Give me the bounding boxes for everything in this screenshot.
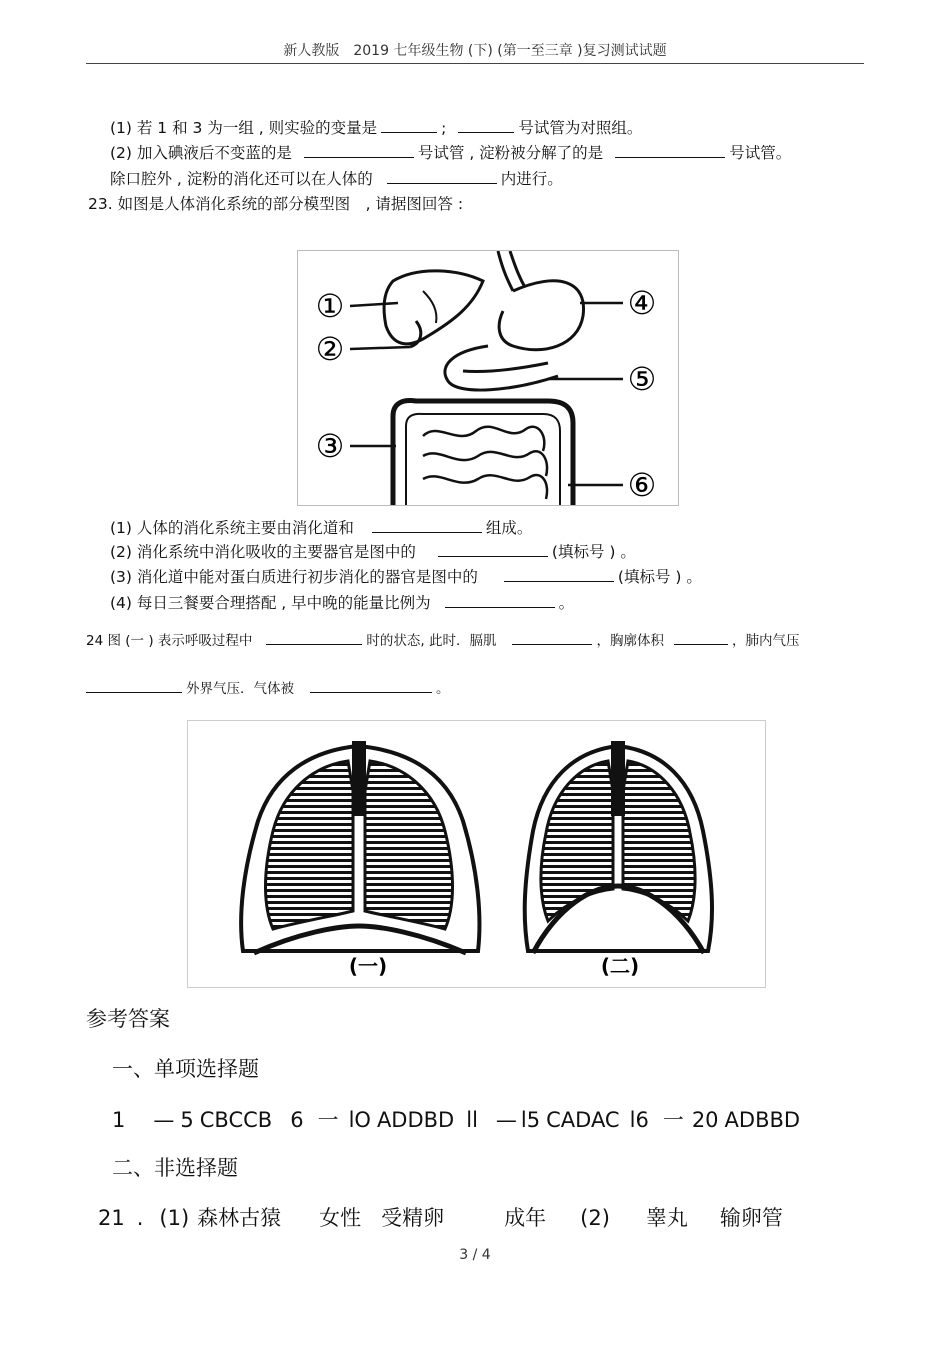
answer-blank[interactable] [458,131,514,133]
answer-blank[interactable] [86,691,182,693]
answers-title: 参考答案 [86,1007,170,1031]
q24-line2: 外界气压．气体被 。 [86,683,450,697]
answer-blank[interactable] [512,643,592,645]
figure-label-exhale: (二) [600,954,640,978]
answer-blank[interactable] [310,691,432,693]
header-rule [86,63,864,64]
mc-answers: 1 — 5 CBCCB 6 一 lO ADDBD ll — l5 CADAC l6 一 20 ADBBD [112,1108,801,1132]
q22-part2: (2) 加入碘液后不变蓝的是 号试管 , 淀粉被分解了的是 号试管。 [110,144,792,162]
q23-sub4: (4) 每日三餐要合理搭配 , 早中晚的能量比例为 。 [110,594,575,612]
lungs-diagram [188,721,765,987]
answer-blank[interactable] [372,531,482,533]
q21-answers: 21 . (1) 森林古猿 女性 受精卵 成年 (2) 睾丸 输卵管 [98,1206,783,1230]
answer-blank[interactable] [381,131,437,133]
q23-sub3: (3) 消化道中能对蛋白质进行初步消化的器官是图中的 (填标号 ) 。 [110,568,702,586]
answer-blank[interactable] [615,156,725,158]
figure-label-5: ⑤ [627,360,657,398]
lungs-exhale [525,741,712,978]
figure-label-2: ② [315,330,345,368]
digestive-system-diagram [298,251,678,505]
breathing-figure [187,720,766,988]
answers-section-mc: 一、单项选择题 [112,1057,259,1081]
q24-line1: 24 图 (一 ) 表示呼吸过程中 时的状态, 此时．膈肌 ，胸廓体积 ，肺内气压 [86,633,800,649]
answer-blank[interactable] [387,182,497,184]
answer-blank[interactable] [304,156,414,158]
q23-sub1: (1) 人体的消化系统主要由消化道和 组成。 [110,519,533,537]
figure-label-1: ① [315,287,345,325]
answer-blank[interactable] [674,643,728,645]
figure-label-3: ③ [315,427,345,465]
answer-blank[interactable] [445,606,555,608]
page-number: 3 / 4 [459,1247,491,1263]
figure-label-inhale: (一) [348,954,388,978]
figure-label-4: ④ [627,284,657,322]
q22-part3: 除口腔外 , 淀粉的消化还可以在人体的 内进行。 [110,170,563,188]
answer-blank[interactable] [504,580,614,582]
answer-blank[interactable] [266,643,362,645]
answers-section-free: 二、非选择题 [112,1156,238,1180]
lungs-inhale [241,741,479,978]
q23-sub2: (2) 消化系统中消化吸收的主要器官是图中的 (填标号 ) 。 [110,543,636,561]
q22-part1: (1) 若 1 和 3 为一组 , 则实验的变量是 ; 号试管为对照组。 [110,119,643,137]
page-header: 新人教版 2019 七年级生物 (下) (第一至三章 )复习测试试题 [283,43,667,59]
digestive-system-figure [297,250,679,506]
q23-stem: 23. 如图是人体消化系统的部分模型图 , 请据图回答 : [88,195,464,213]
figure-label-6: ⑥ [627,466,657,504]
answer-blank[interactable] [438,555,548,557]
